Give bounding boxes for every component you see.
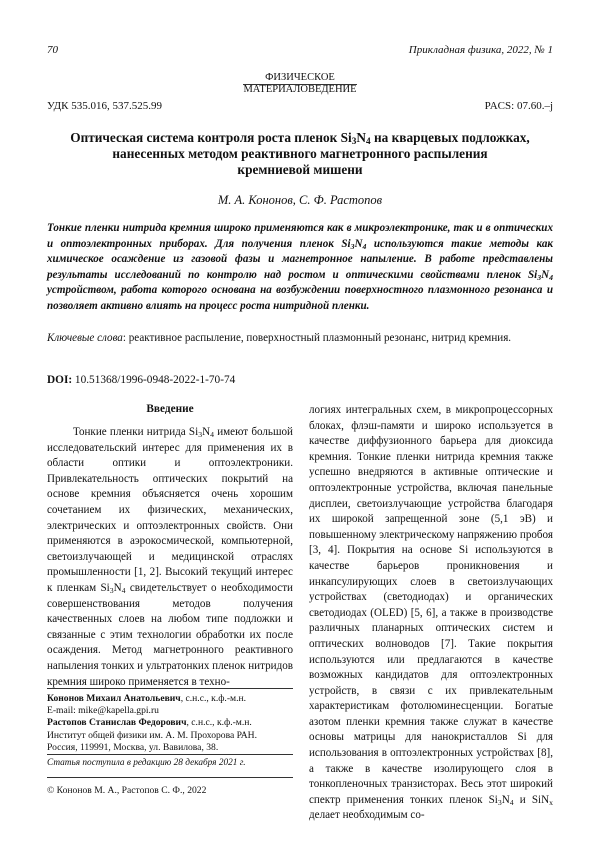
abstract: Тонкие пленки нитрида кремния широко применяются как в микроэлектронике, так и в оптических и оптоэлектронных приборах. Для получения пленок $Si_3N_4$ используются такие методы как химическое осаждение из газовой фазы и магнетронное напыление. В работе представлены результаты исследований по контролю над ростом и оптическими свойствами пленок $Si_3N_4$ устройством, работа которого основана на возбуждении поверхностного плазмонного резонанса и позволяет активно влиять на процесс роста нитридной пленки. (47, 222, 553, 312)
keywords-text: : реактивное распыление, поверхностный плазмонный резонанс, нитрид кремния. (122, 332, 512, 344)
institution: Институт общей физики им. А. М. Прохорова РАН. (47, 729, 258, 741)
journal-running-head: Прикладная физика, 2022, № 1 (408, 44, 553, 56)
section-label-line2: МАТЕРИАЛОВЕДЕНИЕ (243, 84, 357, 95)
intro-column-left (47, 425, 293, 690)
title-line2: нанесенных методом реактивного магнетронного распыления (112, 146, 488, 161)
article-title (40, 130, 560, 178)
footnote-divider (47, 688, 293, 689)
author-name: Кононов Михаил Анатольевич (47, 693, 181, 704)
pacs-code: PACS: 07.60.–j (484, 100, 553, 112)
footnote-divider (47, 777, 293, 778)
author-affiliation: Кононов Михаил Анатольевич, с.н.с., к.ф.-м.н. E-mail: mike@kapella.gpi.ru Растопов Станислав Федорович, с.н.с., к.ф.-м.н. Институт общей физики им. А. М. Прохорова РАН. Россия, 119991, Москва, ул. Вавилова, 38. (47, 693, 293, 754)
paragraph: логиях интегральных схем, в микропроцессорных блоках, флэш-памяти и широко используется в качестве диффузионного барьера для диоксида кремния. Тонкие пленки нитрида кремния также успешно внедряются в активные оптические и оптоэлектронные устройства, включая панельные дисплеи, светоизлучающие устройства благодаря их широкой запрещенной зоне (5,1 эВ) и повышенному электрическому напряжению пробоя [3, 4]. Покрытия на основе Si используются в качестве барьеров проникновения и инкапсулирующих слоев в светоизлучающих устройствах (светодиодах) и органических светодиодах (OLED) [5, 6], а также в производстве различных планарных оптических систем и оптических волноводов [7]. Такие покрытия используются или предлагаются в качестве возможных кандидатов для оптоэлектронных устройств, в связи с их привлекательным характеристикам фотолюминесценции. Богатые азотом пленки кремния также служат в качестве основы матрицы для нанокристаллов Si для использования в оптоэлектронных устройствах [8], а также в качестве изолирующего слоя в тонкопленочных транзисторах. Весь этот широкий спектр применения тонких пленок $Si_3N_4$ и SiN$_x$ делает необходимым со- (309, 404, 554, 822)
author-email[interactable]: E-mail: mike@kapella.gpi.ru (47, 705, 159, 717)
paragraph: Тонкие пленки нитрида $Si_3N_4$ имеют большой исследовательский интерес для применения их в области оптики и оптоэлектроники. Привлекательность оптических покрытий на основе кремния объясняется очень хорошим сочетанием их физических, механических, электрических и оптоэлектронных свойств. Они применяются в аэрокосмической, компьютерной, светоизлучающей и медицинской отраслях промышленности [1, 2]. Высокий текущий интерес к пленкам $Si_3N_4$ свидетельствует о необходимости совершенствования методов получения качественных слоев на любом типе подложки и связанные с этим технологии обработки их после осаждения. Метод магнетронного реактивного напыления тонких и ультратонких пленок нитридов кремния широко применяется в техно- (47, 426, 293, 688)
section-label-line1: ФИЗИЧЕСКОЕ (265, 72, 335, 83)
keywords (47, 331, 553, 347)
received-date: Статья поступила в редакцию 28 декабря 2021 г. (47, 758, 246, 768)
section-divider (243, 84, 357, 85)
doi-label: DOI: (47, 374, 73, 386)
authors: М. А. Кононов, С. Ф. Растопов (217, 193, 383, 207)
author-name: Растопов Станислав Федорович (47, 717, 187, 729)
copyright: © Кононов М. А., Растопов С. Ф., 2022 (47, 785, 207, 796)
doi-link[interactable]: 10.51368/1996-0948-2022-1-70-74 (72, 374, 236, 386)
address: Россия, 119991, Москва, ул. Вавилова, 38. (47, 741, 219, 753)
title-line1: Оптическая система контроля роста пленок $Si_3N_4$ на кварцевых подложках, (70, 130, 530, 147)
udc-code: УДК 535.016, 537.525.99 (47, 100, 163, 112)
page-number: 70 (47, 44, 58, 56)
section-heading-introduction: Введение (146, 403, 194, 415)
doi (47, 374, 235, 386)
intro-column-right (309, 403, 553, 824)
keywords-label: Ключевые слова (47, 332, 123, 344)
footnote-divider (47, 754, 293, 755)
title-line3: кремниевой мишени (237, 162, 363, 177)
